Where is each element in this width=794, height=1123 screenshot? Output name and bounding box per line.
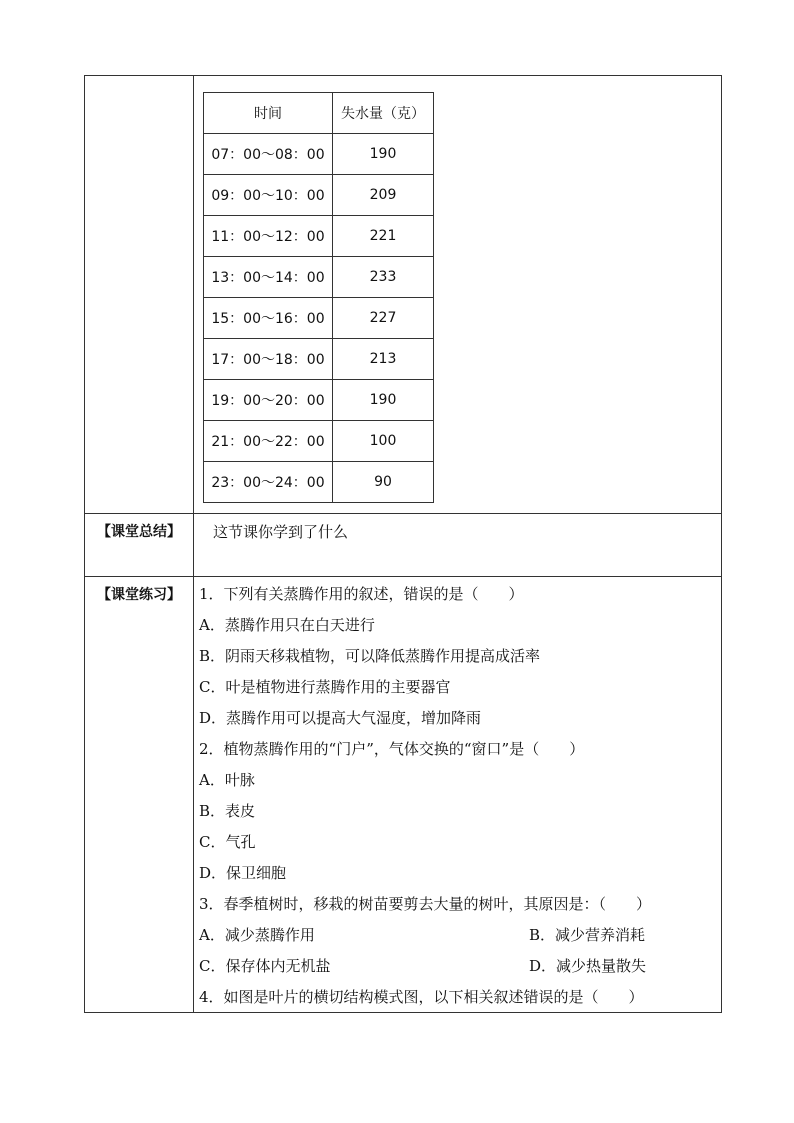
value-cell: 221 (333, 216, 434, 257)
value-cell: 100 (333, 421, 434, 462)
question-2-option-c: C．气孔 (199, 833, 256, 851)
table-row (204, 257, 434, 298)
time-cell: 23：00～24：00 (204, 462, 333, 503)
question-2-option-d: D．保卫细胞 (199, 864, 287, 882)
table-row (204, 421, 434, 462)
row-divider (85, 513, 721, 514)
time-cell: 15：00～16：00 (204, 298, 333, 339)
header-time: 时间 (204, 93, 333, 134)
value-cell: 190 (333, 380, 434, 421)
value-cell: 190 (333, 134, 434, 175)
water-loss-table (203, 92, 434, 503)
value-cell: 233 (333, 257, 434, 298)
question-1-option-d: D．蒸腾作用可以提高大气湿度，增加降雨 (199, 709, 482, 727)
worksheet-table (84, 75, 722, 1013)
question-1-stem: 1．下列有关蒸腾作用的叙述，错误的是（ ） (199, 585, 524, 603)
question-2-option-b: B．表皮 (199, 802, 256, 820)
question-3-option-c: C．保存体内无机盐 (199, 957, 331, 975)
question-3-option-b: B．减少营养消耗 (529, 926, 646, 944)
question-3-options-row-2 (199, 956, 714, 987)
value-cell: 213 (333, 339, 434, 380)
time-cell: 11：00～12：00 (204, 216, 333, 257)
table-row (204, 462, 434, 503)
question-1-option-b: B．阴雨天移栽植物，可以降低蒸腾作用提高成活率 (199, 647, 541, 665)
value-cell: 209 (333, 175, 434, 216)
table-row (204, 380, 434, 421)
exercise-label: 【课堂练习】 (97, 587, 181, 603)
value-cell: 227 (333, 298, 434, 339)
time-cell: 19：00～20：00 (204, 380, 333, 421)
summary-text: 这节课你学到了什么 (213, 523, 349, 541)
value-cell: 90 (333, 462, 434, 503)
question-3-option-d: D．减少热量散失 (529, 957, 647, 975)
question-2-option-a: A．叶脉 (199, 771, 255, 789)
question-4-stem: 4．如图是叶片的横切结构模式图，以下相关叙述错误的是（ ） (199, 988, 644, 1006)
time-cell: 17：00～18：00 (204, 339, 333, 380)
column-divider (193, 76, 194, 1012)
table-header-row (204, 93, 434, 134)
question-3-options-row-1 (199, 925, 714, 956)
time-cell: 09：00～10：00 (204, 175, 333, 216)
time-cell: 21：00～22：00 (204, 421, 333, 462)
time-cell: 13：00～14：00 (204, 257, 333, 298)
table-row (204, 216, 434, 257)
question-3-option-a: A．减少蒸腾作用 (199, 926, 315, 944)
table-row (204, 298, 434, 339)
header-water-loss: 失水量（克） (333, 93, 434, 134)
table-row (204, 339, 434, 380)
question-3-stem: 3．春季植树时，移栽的树苗要剪去大量的树叶，其原因是：（ ） (199, 895, 652, 913)
exercise-list (199, 584, 714, 1018)
table-row (204, 175, 434, 216)
row-divider (85, 576, 721, 577)
summary-label: 【课堂总结】 (97, 524, 181, 540)
question-1-option-c: C．叶是植物进行蒸腾作用的主要器官 (199, 678, 451, 696)
question-1-option-a: A．蒸腾作用只在白天进行 (199, 616, 375, 634)
table-row (204, 134, 434, 175)
question-2-stem: 2．植物蒸腾作用的“门户”，气体交换的“窗口”是（ ） (199, 740, 585, 758)
time-cell: 07：00～08：00 (204, 134, 333, 175)
